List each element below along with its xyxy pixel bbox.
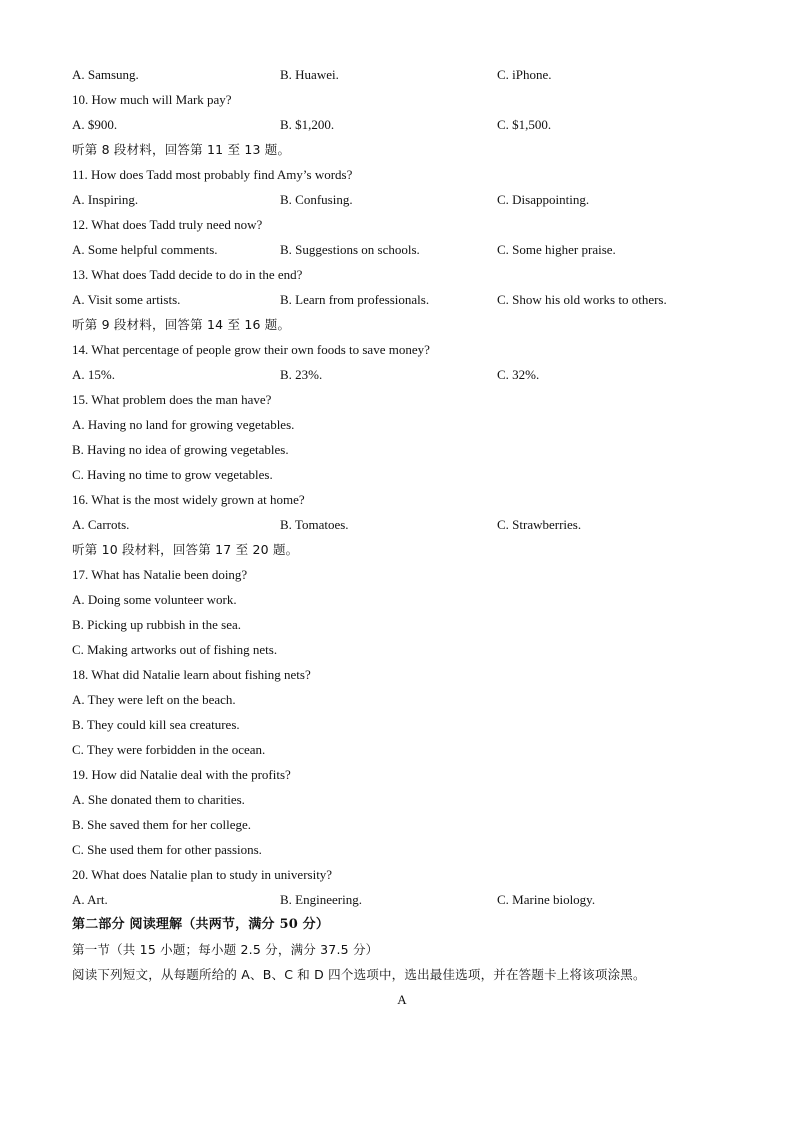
option-a: A. Art. [72, 892, 108, 907]
option-line: A. Doing some volunteer work. [72, 592, 237, 607]
option-line: B. They could kill sea creatures. [72, 717, 240, 732]
passage-label: A [397, 992, 407, 1007]
option-a: A. Samsung. [72, 67, 139, 82]
options-row [72, 187, 732, 212]
option-line: C. They were forbidden in the ocean. [72, 742, 266, 757]
option-line: B. Having no idea of growing vegetables. [72, 442, 289, 457]
question-text: 17. What has Natalie been doing? [72, 567, 248, 582]
option-c: C. 32%. [497, 367, 540, 382]
option-a: A. Some helpful comments. [72, 242, 218, 257]
option-c: C. iPhone. [497, 67, 552, 82]
option-line: B. She saved them for her college. [72, 817, 252, 832]
section-instruction: 听第 8 段材料，回答第 11 至 13 题。 [72, 142, 291, 157]
option-b: B. Suggestions on schools. [280, 242, 420, 257]
options-row [72, 512, 732, 537]
options-row [72, 237, 732, 262]
option-c: C. Show his old works to others. [497, 292, 667, 307]
option-a: A. $900. [72, 117, 118, 132]
section-instruction: 听第 9 段材料，回答第 14 至 16 题。 [72, 317, 291, 332]
question-text: 20. What does Natalie plan to study in university? [72, 867, 333, 882]
option-line: C. She used them for other passions. [72, 842, 262, 857]
section-instruction: 听第 10 段材料，回答第 17 至 20 题。 [72, 542, 299, 557]
option-c: C. Some higher praise. [497, 242, 616, 257]
option-b: B. Tomatoes. [280, 517, 349, 532]
option-b: B. $1,200. [280, 117, 335, 132]
question-text: 16. What is the most widely grown at home? [72, 492, 305, 507]
option-line: C. Making artworks out of fishing nets. [72, 642, 278, 657]
section-instruction: 阅读下列短文，从每题所给的 A、B、C 和 D 四个选项中，选出最佳选项，并在答题卡上将该项涂黑。 [72, 967, 646, 982]
option-c: C. Strawberries. [497, 517, 582, 532]
option-a: A. Carrots. [72, 517, 130, 532]
question-text: 13. What does Tadd decide to do in the end? [72, 267, 303, 282]
section-instruction: 第一节（共 15 小题；每小题 2.5 分，满分 37.5 分） [72, 942, 379, 957]
part-heading: 第二部分 阅读理解（共两节，满分 50 分） [72, 917, 330, 932]
exam-page-content [72, 62, 732, 1012]
option-b: B. Confusing. [280, 192, 353, 207]
options-row [72, 887, 732, 912]
option-line: A. She donated them to charities. [72, 792, 245, 807]
question-text: 18. What did Natalie learn about fishing nets? [72, 667, 311, 682]
question-text: 12. What does Tadd truly need now? [72, 217, 263, 232]
option-b: B. Huawei. [280, 67, 339, 82]
option-c: C. Disappointing. [497, 192, 590, 207]
option-line: A. They were left on the beach. [72, 692, 236, 707]
option-line: A. Having no land for growing vegetables. [72, 417, 295, 432]
option-line: B. Picking up rubbish in the sea. [72, 617, 241, 632]
question-text: 14. What percentage of people grow their own foods to save money? [72, 342, 430, 357]
options-row [72, 112, 732, 137]
question-text: 11. How does Tadd most probably find Amy’s words? [72, 167, 353, 182]
option-b: B. Learn from professionals. [280, 292, 430, 307]
option-c: C. $1,500. [497, 117, 552, 132]
question-text: 10. How much will Mark pay? [72, 92, 232, 107]
options-row [72, 287, 732, 312]
option-b: B. 23%. [280, 367, 323, 382]
options-row [72, 362, 732, 387]
options-row [72, 62, 732, 87]
option-b: B. Engineering. [280, 892, 362, 907]
question-text: 19. How did Natalie deal with the profits? [72, 767, 291, 782]
option-a: A. Inspiring. [72, 192, 139, 207]
question-text: 15. What problem does the man have? [72, 392, 272, 407]
option-a: A. Visit some artists. [72, 292, 181, 307]
option-line: C. Having no time to grow vegetables. [72, 467, 273, 482]
option-a: A. 15%. [72, 367, 115, 382]
option-c: C. Marine biology. [497, 892, 596, 907]
